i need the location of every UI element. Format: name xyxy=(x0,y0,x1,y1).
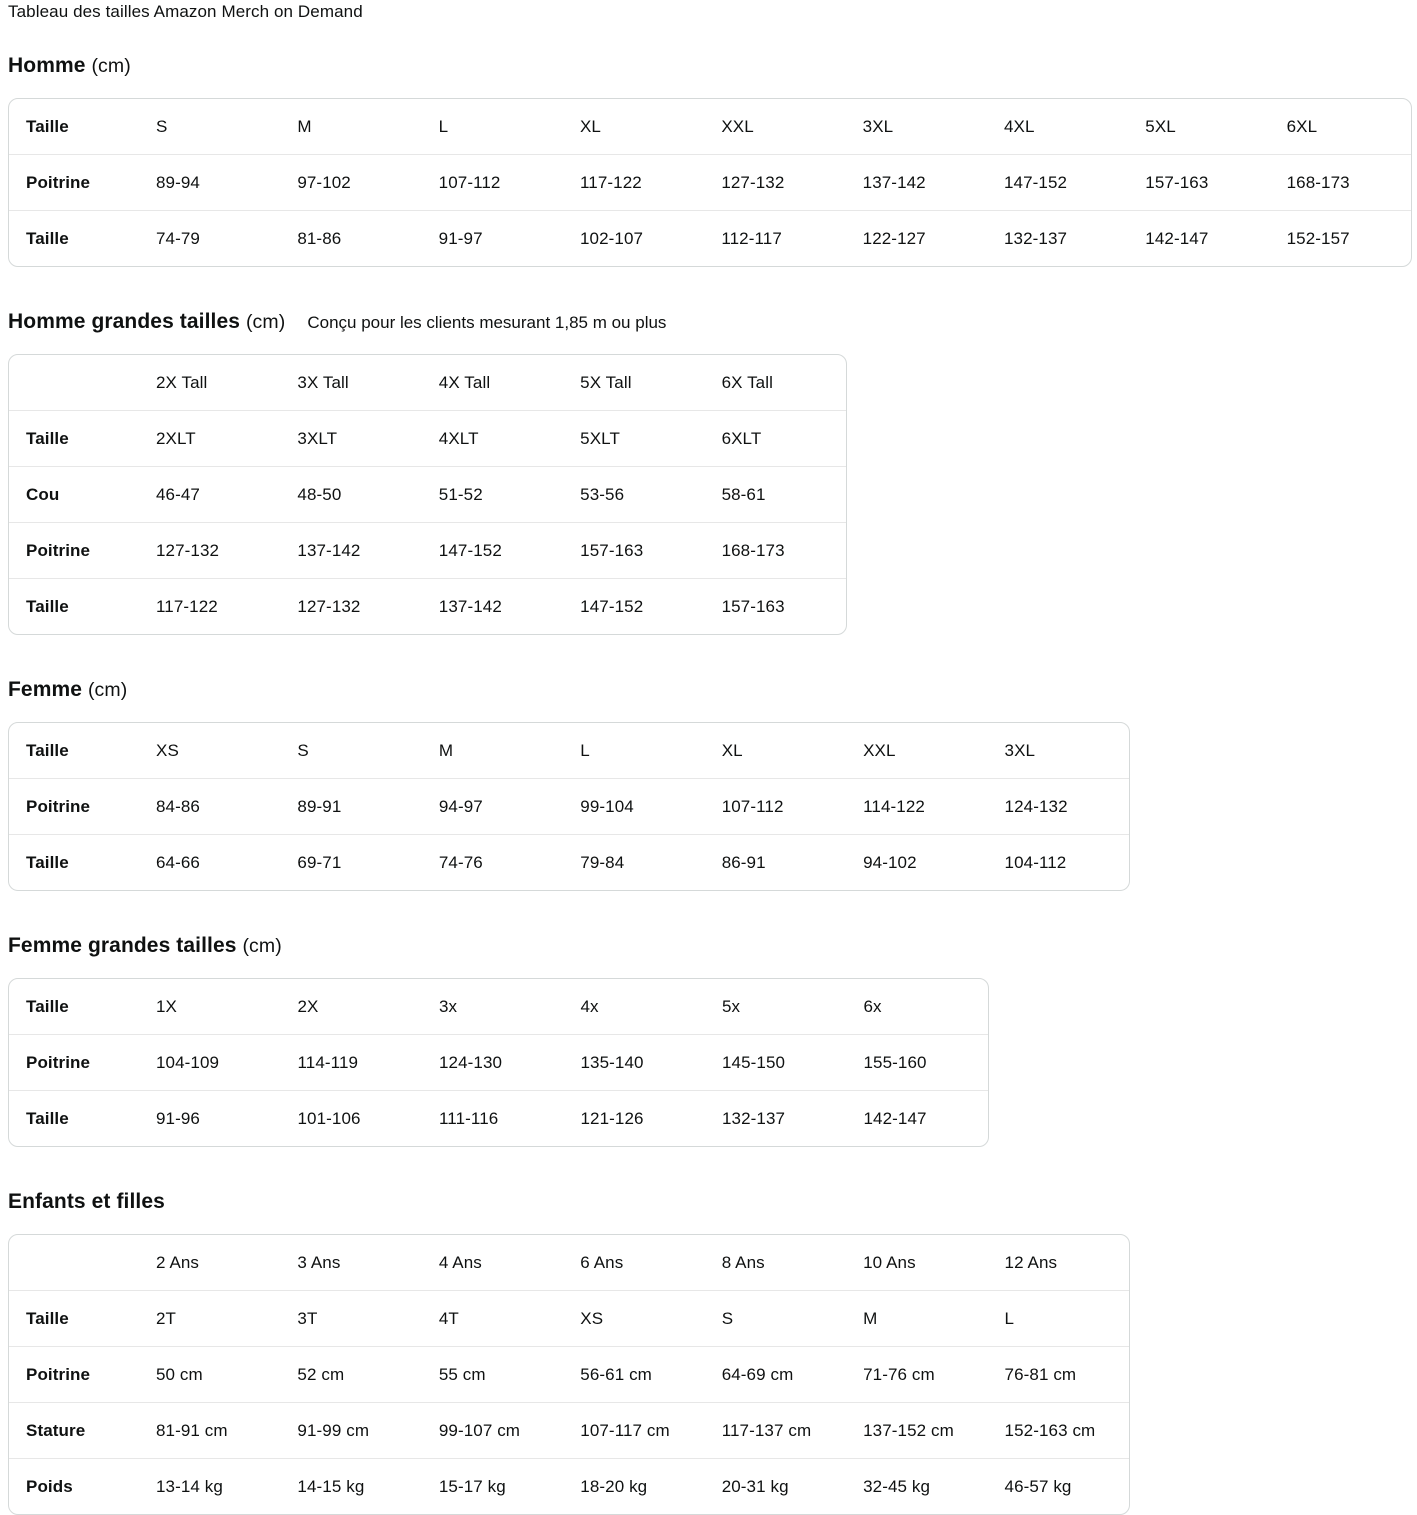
column-header: 5XL xyxy=(1145,116,1176,136)
section-femme xyxy=(8,677,1417,891)
table-cell: 142-147 xyxy=(1128,210,1269,266)
column-header: L xyxy=(438,116,449,136)
column-header: 6x xyxy=(863,996,882,1016)
unit-label: (cm) xyxy=(245,311,286,333)
column-header: M xyxy=(438,740,454,760)
section-heading-text: Femme xyxy=(8,678,83,701)
table-cell: 20-31 kg xyxy=(705,1458,846,1514)
table-cell: 135-140 xyxy=(564,1034,706,1090)
table-cell: 14-15 kg xyxy=(280,1458,421,1514)
table-cell: 51-52 xyxy=(422,466,563,522)
section-heading-text: Homme xyxy=(8,54,86,77)
column-header: 2X xyxy=(297,996,319,1016)
table-cell: 46-47 xyxy=(139,466,280,522)
table-cell: 111-116 xyxy=(422,1090,564,1146)
row-label: Poitrine xyxy=(9,522,139,578)
table-cell: 122-127 xyxy=(846,210,987,266)
table-cell: 152-163 cm xyxy=(988,1402,1129,1458)
table-row xyxy=(9,778,1129,834)
column-header: 6X Tall xyxy=(721,372,773,392)
unit-label: (cm) xyxy=(91,55,131,77)
table-cell: 137-142 xyxy=(846,154,987,210)
table-row xyxy=(9,522,846,578)
row-label: Taille xyxy=(9,578,139,634)
header-row xyxy=(9,723,1129,778)
row-label: Stature xyxy=(9,1402,139,1458)
unit-label: (cm) xyxy=(87,679,128,701)
table-cell: 81-86 xyxy=(280,210,421,266)
table-cell: 53-56 xyxy=(563,466,704,522)
table-cell: 4XLT xyxy=(422,410,563,466)
size-table-enfants-et-filles xyxy=(8,1234,1130,1515)
row-label: Taille xyxy=(26,116,69,136)
table-cell: 69-71 xyxy=(280,834,421,890)
table-cell: 157-163 xyxy=(705,578,846,634)
table-cell: 89-94 xyxy=(139,154,280,210)
section-heading xyxy=(8,933,1417,960)
table-cell: 64-69 cm xyxy=(705,1346,846,1402)
column-header: S xyxy=(297,740,309,760)
column-header: 6 Ans xyxy=(580,1252,624,1272)
table-cell: S xyxy=(705,1290,846,1346)
size-table-homme-grandes-tailles xyxy=(8,354,847,635)
table-cell: 6XLT xyxy=(705,410,846,466)
size-table-femme xyxy=(8,722,1130,891)
table-cell: 32-45 kg xyxy=(846,1458,987,1514)
section-heading xyxy=(8,677,1417,704)
section-enfants-et-filles xyxy=(8,1189,1417,1515)
size-table-homme xyxy=(8,98,1412,267)
row-label: Taille xyxy=(26,740,69,760)
table-row xyxy=(9,1346,1129,1402)
column-header: 4 Ans xyxy=(438,1252,482,1272)
row-label: Taille xyxy=(26,996,69,1016)
column-header: XL xyxy=(579,116,601,136)
row-label: Poids xyxy=(9,1458,139,1514)
table-cell: 152-157 xyxy=(1270,210,1411,266)
column-header: 3x xyxy=(439,996,458,1016)
column-header: 5X Tall xyxy=(580,372,632,392)
section-heading-text: Enfants et filles xyxy=(8,1190,165,1213)
section-homme xyxy=(8,53,1417,267)
table-cell: 127-132 xyxy=(280,578,421,634)
size-table-femme-grandes-tailles xyxy=(8,978,989,1147)
row-label: Poitrine xyxy=(9,154,139,210)
table-cell: 2T xyxy=(139,1290,280,1346)
row-label: Taille xyxy=(9,410,139,466)
table-cell: 5XLT xyxy=(563,410,704,466)
table-cell: 107-117 cm xyxy=(563,1402,704,1458)
table-cell: 86-91 xyxy=(705,834,846,890)
table-cell: 147-152 xyxy=(987,154,1128,210)
header-row xyxy=(9,979,988,1034)
table-cell: 127-132 xyxy=(704,154,845,210)
table-cell: 91-99 cm xyxy=(280,1402,421,1458)
table-cell: 112-117 xyxy=(704,210,845,266)
table-cell: 132-137 xyxy=(705,1090,847,1146)
section-femme-grandes-tailles xyxy=(8,933,1417,1147)
row-label: Cou xyxy=(9,466,139,522)
table-cell: 142-147 xyxy=(847,1090,989,1146)
table-cell: 101-106 xyxy=(281,1090,423,1146)
column-header: 3XL xyxy=(862,116,894,136)
column-header: XXL xyxy=(863,740,896,760)
table-cell: 155-160 xyxy=(847,1034,989,1090)
table-cell: 157-163 xyxy=(563,522,704,578)
section-homme-grandes-tailles xyxy=(8,309,1417,635)
table-cell: 124-132 xyxy=(988,778,1129,834)
table-cell: L xyxy=(988,1290,1129,1346)
table-cell: 81-91 cm xyxy=(139,1402,280,1458)
column-header: 3X Tall xyxy=(297,372,349,392)
table-row xyxy=(9,154,1411,210)
table-cell: 79-84 xyxy=(563,834,704,890)
table-cell: 46-57 kg xyxy=(988,1458,1129,1514)
table-row xyxy=(9,1034,988,1090)
table-row xyxy=(9,1090,988,1146)
table-cell: 117-137 cm xyxy=(705,1402,846,1458)
table-cell: 147-152 xyxy=(563,578,704,634)
row-label: Poitrine xyxy=(9,778,139,834)
column-header: 2X Tall xyxy=(156,372,208,392)
table-cell: 4T xyxy=(422,1290,563,1346)
table-cell: 117-122 xyxy=(563,154,704,210)
table-cell: 55 cm xyxy=(422,1346,563,1402)
table-row xyxy=(9,1290,1129,1346)
table-cell: 137-142 xyxy=(280,522,421,578)
table-row xyxy=(9,834,1129,890)
column-header: 6XL xyxy=(1286,116,1318,136)
table-cell: 74-79 xyxy=(139,210,280,266)
column-header: XS xyxy=(156,740,179,760)
column-header: 4x xyxy=(580,996,599,1016)
table-cell: M xyxy=(846,1290,987,1346)
column-header: 4X Tall xyxy=(438,372,491,392)
table-cell: 114-119 xyxy=(281,1034,423,1090)
header-row xyxy=(9,99,1411,154)
table-cell: 94-102 xyxy=(846,834,987,890)
table-cell: 127-132 xyxy=(139,522,280,578)
table-cell: 89-91 xyxy=(280,778,421,834)
column-header: XXL xyxy=(721,116,754,136)
table-cell: 3T xyxy=(280,1290,421,1346)
table-row xyxy=(9,466,846,522)
table-cell: 157-163 xyxy=(1128,154,1269,210)
table-cell: 137-152 cm xyxy=(846,1402,987,1458)
row-label xyxy=(9,355,139,410)
column-header: M xyxy=(297,116,312,136)
table-cell: 117-122 xyxy=(139,578,280,634)
table-row xyxy=(9,1402,1129,1458)
table-cell: 18-20 kg xyxy=(563,1458,704,1514)
table-cell: 74-76 xyxy=(422,834,563,890)
table-cell: 84-86 xyxy=(139,778,280,834)
table-cell: XS xyxy=(563,1290,704,1346)
table-cell: 91-96 xyxy=(139,1090,281,1146)
table-cell: 168-173 xyxy=(1270,154,1411,210)
table-cell: 13-14 kg xyxy=(139,1458,280,1514)
section-heading xyxy=(8,53,1417,80)
column-header: XL xyxy=(721,740,743,760)
column-header: 5x xyxy=(722,996,741,1016)
column-header: 10 Ans xyxy=(863,1252,916,1272)
table-row xyxy=(9,210,1411,266)
table-cell: 94-97 xyxy=(422,778,563,834)
table-cell: 107-112 xyxy=(705,778,846,834)
table-cell: 102-107 xyxy=(563,210,704,266)
table-cell: 99-104 xyxy=(563,778,704,834)
header-row xyxy=(9,1235,1129,1290)
column-header: 3 Ans xyxy=(297,1252,341,1272)
table-cell: 114-122 xyxy=(846,778,987,834)
table-cell: 52 cm xyxy=(280,1346,421,1402)
table-cell: 168-173 xyxy=(705,522,846,578)
table-cell: 107-112 xyxy=(422,154,563,210)
column-header: 4XL xyxy=(1003,116,1035,136)
section-note: Conçu pour les clients mesurant 1,85 m ou plus xyxy=(307,313,667,332)
table-cell: 64-66 xyxy=(139,834,280,890)
table-cell: 147-152 xyxy=(422,522,563,578)
table-cell: 50 cm xyxy=(139,1346,280,1402)
column-header: 1X xyxy=(156,996,177,1016)
row-label: Poitrine xyxy=(9,1346,139,1402)
table-cell: 2XLT xyxy=(139,410,280,466)
table-cell: 91-97 xyxy=(422,210,563,266)
table-cell: 48-50 xyxy=(280,466,421,522)
page-title: Tableau des tailles Amazon Merch on Demand xyxy=(8,2,363,21)
table-cell: 104-112 xyxy=(988,834,1129,890)
table-cell: 58-61 xyxy=(705,466,846,522)
column-header: 12 Ans xyxy=(1004,1252,1058,1272)
section-heading xyxy=(8,1189,1417,1216)
table-cell: 124-130 xyxy=(422,1034,564,1090)
section-heading-text: Homme grandes tailles xyxy=(8,310,241,333)
table-cell: 3XLT xyxy=(280,410,421,466)
table-cell: 137-142 xyxy=(422,578,563,634)
unit-label: (cm) xyxy=(242,935,282,957)
table-cell: 132-137 xyxy=(987,210,1128,266)
table-cell: 15-17 kg xyxy=(422,1458,563,1514)
table-cell: 76-81 cm xyxy=(988,1346,1129,1402)
row-label: Taille xyxy=(9,834,139,890)
table-cell: 71-76 cm xyxy=(846,1346,987,1402)
row-label xyxy=(9,1235,139,1290)
column-header: 8 Ans xyxy=(721,1252,765,1272)
column-header: S xyxy=(156,116,168,136)
header-row xyxy=(9,355,846,410)
table-cell: 104-109 xyxy=(139,1034,281,1090)
table-row xyxy=(9,410,846,466)
section-heading-text: Femme grandes tailles xyxy=(8,934,237,957)
row-label: Poitrine xyxy=(9,1034,139,1090)
table-cell: 97-102 xyxy=(280,154,421,210)
row-label: Taille xyxy=(9,210,139,266)
row-label: Taille xyxy=(9,1290,139,1346)
table-cell: 145-150 xyxy=(705,1034,847,1090)
table-row xyxy=(9,1458,1129,1514)
column-header: 3XL xyxy=(1004,740,1036,760)
row-label: Taille xyxy=(9,1090,139,1146)
section-heading xyxy=(8,309,1417,336)
column-header: 2 Ans xyxy=(156,1252,200,1272)
table-cell: 121-126 xyxy=(564,1090,706,1146)
table-cell: 99-107 cm xyxy=(422,1402,563,1458)
table-cell: 56-61 cm xyxy=(563,1346,704,1402)
column-header: L xyxy=(580,740,590,760)
table-row xyxy=(9,578,846,634)
